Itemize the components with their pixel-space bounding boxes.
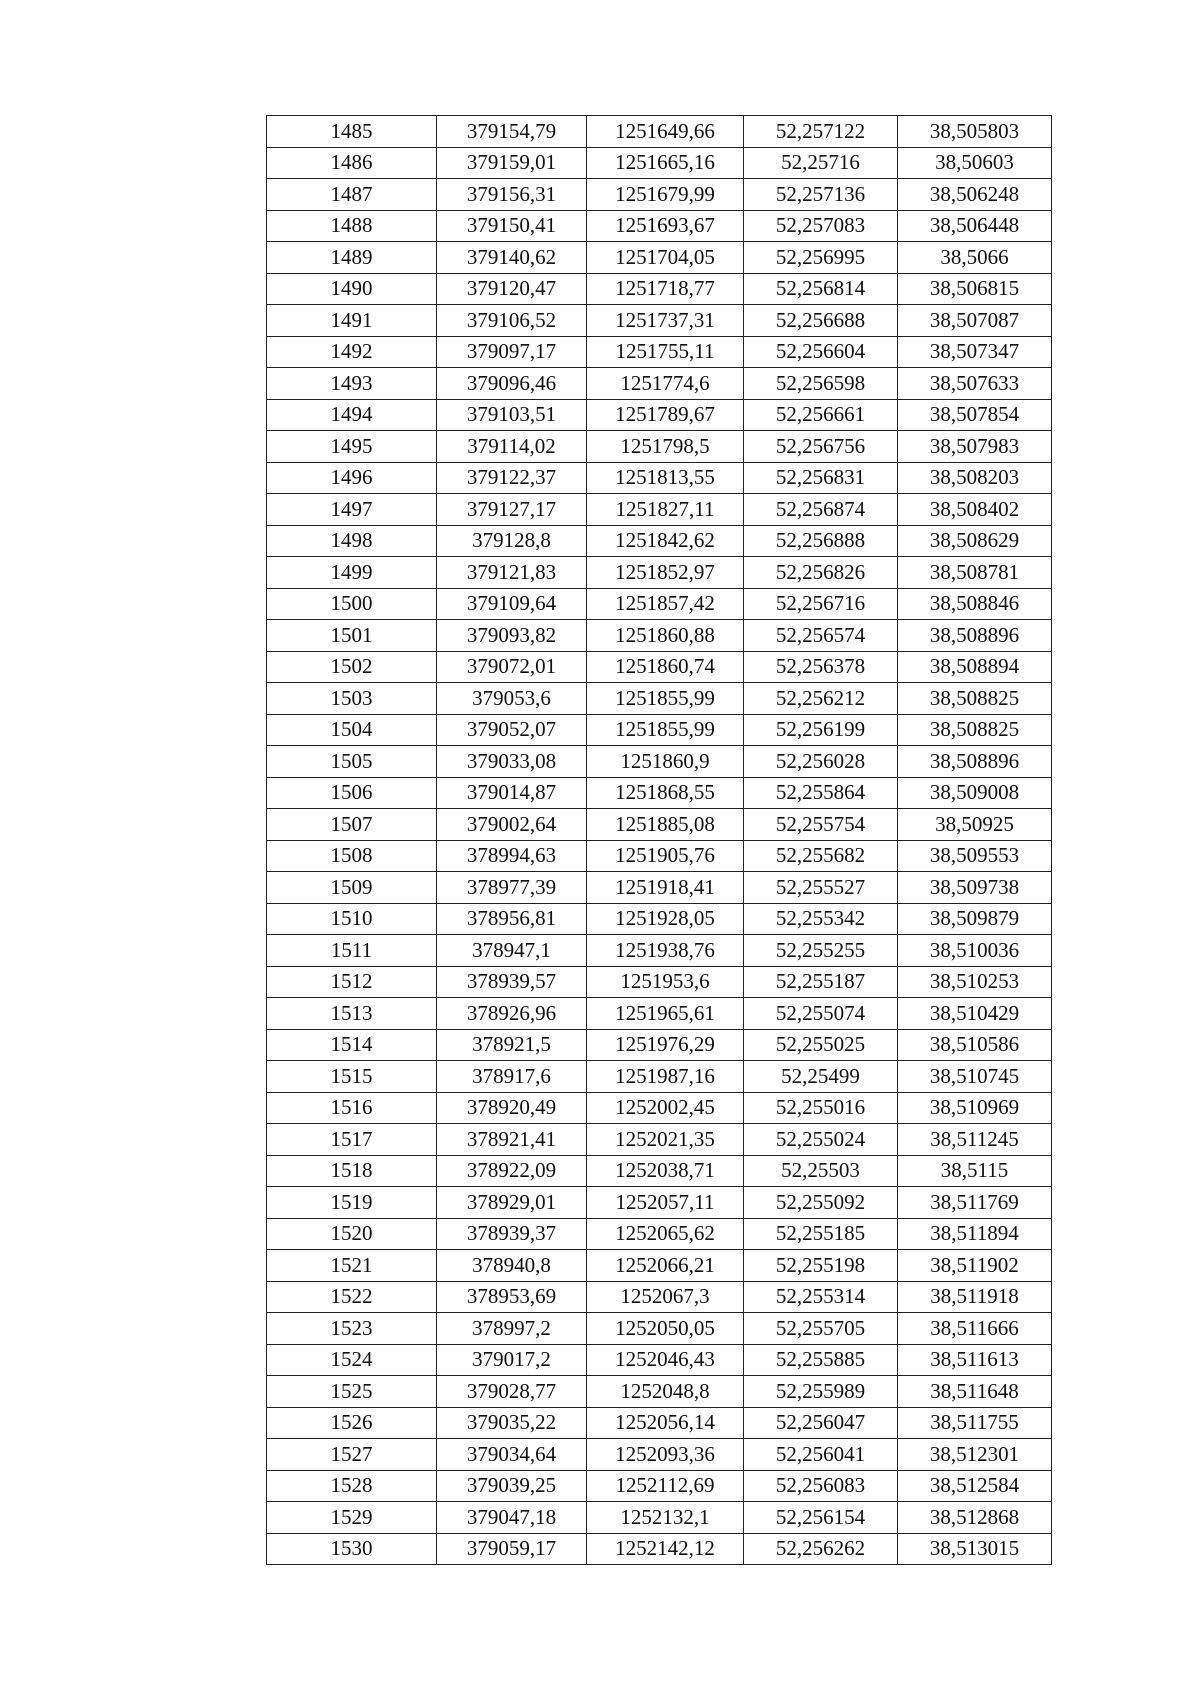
table-row	[267, 368, 1052, 400]
longitude-cell: 38,505803	[898, 116, 1052, 148]
latitude-cell: 52,255314	[744, 1281, 898, 1313]
table-row	[267, 179, 1052, 211]
table-row	[267, 1502, 1052, 1534]
longitude-cell: 38,510253	[898, 966, 1052, 998]
latitude-cell: 52,255527	[744, 872, 898, 904]
table-row	[267, 557, 1052, 589]
table-row	[267, 777, 1052, 809]
y-coordinate-cell: 1251855,99	[587, 714, 744, 746]
latitude-cell: 52,255016	[744, 1092, 898, 1124]
latitude-cell: 52,256888	[744, 525, 898, 557]
x-coordinate-cell: 378921,5	[437, 1029, 587, 1061]
latitude-cell: 52,255682	[744, 840, 898, 872]
x-coordinate-cell: 379002,64	[437, 809, 587, 841]
x-coordinate-cell: 378997,2	[437, 1313, 587, 1345]
latitude-cell: 52,256716	[744, 588, 898, 620]
longitude-cell: 38,510429	[898, 998, 1052, 1030]
point-number-cell: 1488	[267, 210, 437, 242]
table-row	[267, 210, 1052, 242]
longitude-cell: 38,510036	[898, 935, 1052, 967]
table-row	[267, 714, 1052, 746]
x-coordinate-cell: 378929,01	[437, 1187, 587, 1219]
table-row	[267, 1376, 1052, 1408]
latitude-cell: 52,255092	[744, 1187, 898, 1219]
point-number-cell: 1507	[267, 809, 437, 841]
point-number-cell: 1521	[267, 1250, 437, 1282]
point-number-cell: 1499	[267, 557, 437, 589]
point-number-cell: 1530	[267, 1533, 437, 1565]
longitude-cell: 38,511613	[898, 1344, 1052, 1376]
longitude-cell: 38,508825	[898, 683, 1052, 715]
longitude-cell: 38,509553	[898, 840, 1052, 872]
y-coordinate-cell: 1251918,41	[587, 872, 744, 904]
point-number-cell: 1495	[267, 431, 437, 463]
longitude-cell: 38,511755	[898, 1407, 1052, 1439]
point-number-cell: 1509	[267, 872, 437, 904]
point-number-cell: 1513	[267, 998, 437, 1030]
longitude-cell: 38,507983	[898, 431, 1052, 463]
y-coordinate-cell: 1251938,76	[587, 935, 744, 967]
longitude-cell: 38,509879	[898, 903, 1052, 935]
point-number-cell: 1503	[267, 683, 437, 715]
y-coordinate-cell: 1251693,67	[587, 210, 744, 242]
longitude-cell: 38,513015	[898, 1533, 1052, 1565]
longitude-cell: 38,5066	[898, 242, 1052, 274]
latitude-cell: 52,256262	[744, 1533, 898, 1565]
x-coordinate-cell: 379122,37	[437, 462, 587, 494]
x-coordinate-cell: 378940,8	[437, 1250, 587, 1282]
table-row	[267, 683, 1052, 715]
y-coordinate-cell: 1252056,14	[587, 1407, 744, 1439]
table-row	[267, 494, 1052, 526]
point-number-cell: 1510	[267, 903, 437, 935]
latitude-cell: 52,256604	[744, 336, 898, 368]
y-coordinate-cell: 1251860,74	[587, 651, 744, 683]
longitude-cell: 38,50603	[898, 147, 1052, 179]
table-row	[267, 1218, 1052, 1250]
x-coordinate-cell: 378922,09	[437, 1155, 587, 1187]
longitude-cell: 38,511918	[898, 1281, 1052, 1313]
point-number-cell: 1525	[267, 1376, 437, 1408]
table-row	[267, 746, 1052, 778]
y-coordinate-cell: 1251905,76	[587, 840, 744, 872]
y-coordinate-cell: 1251953,6	[587, 966, 744, 998]
table-row	[267, 1344, 1052, 1376]
table-row	[267, 620, 1052, 652]
latitude-cell: 52,255198	[744, 1250, 898, 1282]
point-number-cell: 1515	[267, 1061, 437, 1093]
x-coordinate-cell: 379033,08	[437, 746, 587, 778]
table-row	[267, 1313, 1052, 1345]
longitude-cell: 38,510586	[898, 1029, 1052, 1061]
longitude-cell: 38,508896	[898, 746, 1052, 778]
x-coordinate-cell: 379052,07	[437, 714, 587, 746]
x-coordinate-cell: 379156,31	[437, 179, 587, 211]
latitude-cell: 52,25503	[744, 1155, 898, 1187]
point-number-cell: 1498	[267, 525, 437, 557]
y-coordinate-cell: 1252038,71	[587, 1155, 744, 1187]
point-number-cell: 1502	[267, 651, 437, 683]
table-row	[267, 116, 1052, 148]
y-coordinate-cell: 1251798,5	[587, 431, 744, 463]
table-row	[267, 147, 1052, 179]
table-row	[267, 1281, 1052, 1313]
x-coordinate-cell: 379121,83	[437, 557, 587, 589]
latitude-cell: 52,255864	[744, 777, 898, 809]
x-coordinate-cell: 379159,01	[437, 147, 587, 179]
y-coordinate-cell: 1252067,3	[587, 1281, 744, 1313]
x-coordinate-cell: 378920,49	[437, 1092, 587, 1124]
point-number-cell: 1511	[267, 935, 437, 967]
table-row	[267, 1029, 1052, 1061]
longitude-cell: 38,511245	[898, 1124, 1052, 1156]
point-number-cell: 1529	[267, 1502, 437, 1534]
latitude-cell: 52,256598	[744, 368, 898, 400]
latitude-cell: 52,255754	[744, 809, 898, 841]
y-coordinate-cell: 1252050,05	[587, 1313, 744, 1345]
table-row	[267, 462, 1052, 494]
table-row	[267, 651, 1052, 683]
point-number-cell: 1512	[267, 966, 437, 998]
x-coordinate-cell: 378917,6	[437, 1061, 587, 1093]
y-coordinate-cell: 1251755,11	[587, 336, 744, 368]
table-row	[267, 1155, 1052, 1187]
latitude-cell: 52,256995	[744, 242, 898, 274]
point-number-cell: 1496	[267, 462, 437, 494]
x-coordinate-cell: 379096,46	[437, 368, 587, 400]
latitude-cell: 52,255255	[744, 935, 898, 967]
longitude-cell: 38,511902	[898, 1250, 1052, 1282]
table-row	[267, 305, 1052, 337]
x-coordinate-cell: 379106,52	[437, 305, 587, 337]
longitude-cell: 38,508894	[898, 651, 1052, 683]
longitude-cell: 38,507633	[898, 368, 1052, 400]
point-number-cell: 1528	[267, 1470, 437, 1502]
y-coordinate-cell: 1251789,67	[587, 399, 744, 431]
longitude-cell: 38,507347	[898, 336, 1052, 368]
coordinates-table	[266, 115, 1052, 1565]
x-coordinate-cell: 379103,51	[437, 399, 587, 431]
y-coordinate-cell: 1251813,55	[587, 462, 744, 494]
x-coordinate-cell: 379109,64	[437, 588, 587, 620]
longitude-cell: 38,509738	[898, 872, 1052, 904]
longitude-cell: 38,509008	[898, 777, 1052, 809]
y-coordinate-cell: 1251885,08	[587, 809, 744, 841]
latitude-cell: 52,256831	[744, 462, 898, 494]
y-coordinate-cell: 1251852,97	[587, 557, 744, 589]
table-row	[267, 1250, 1052, 1282]
longitude-cell: 38,507854	[898, 399, 1052, 431]
longitude-cell: 38,512301	[898, 1439, 1052, 1471]
x-coordinate-cell: 378939,37	[437, 1218, 587, 1250]
y-coordinate-cell: 1251649,66	[587, 116, 744, 148]
x-coordinate-cell: 379047,18	[437, 1502, 587, 1534]
x-coordinate-cell: 379120,47	[437, 273, 587, 305]
longitude-cell: 38,506248	[898, 179, 1052, 211]
table-row	[267, 1470, 1052, 1502]
latitude-cell: 52,255074	[744, 998, 898, 1030]
x-coordinate-cell: 379028,77	[437, 1376, 587, 1408]
latitude-cell: 52,256199	[744, 714, 898, 746]
point-number-cell: 1520	[267, 1218, 437, 1250]
longitude-cell: 38,508402	[898, 494, 1052, 526]
longitude-cell: 38,508629	[898, 525, 1052, 557]
latitude-cell: 52,25716	[744, 147, 898, 179]
latitude-cell: 52,256047	[744, 1407, 898, 1439]
longitude-cell: 38,510745	[898, 1061, 1052, 1093]
point-number-cell: 1497	[267, 494, 437, 526]
x-coordinate-cell: 378947,1	[437, 935, 587, 967]
y-coordinate-cell: 1252002,45	[587, 1092, 744, 1124]
point-number-cell: 1508	[267, 840, 437, 872]
x-coordinate-cell: 379114,02	[437, 431, 587, 463]
x-coordinate-cell: 379053,6	[437, 683, 587, 715]
y-coordinate-cell: 1251827,11	[587, 494, 744, 526]
x-coordinate-cell: 379093,82	[437, 620, 587, 652]
table-row	[267, 588, 1052, 620]
table-row	[267, 242, 1052, 274]
table-row	[267, 809, 1052, 841]
longitude-cell: 38,512584	[898, 1470, 1052, 1502]
longitude-cell: 38,511894	[898, 1218, 1052, 1250]
longitude-cell: 38,50925	[898, 809, 1052, 841]
table-row	[267, 1533, 1052, 1565]
x-coordinate-cell: 379059,17	[437, 1533, 587, 1565]
y-coordinate-cell: 1251665,16	[587, 147, 744, 179]
x-coordinate-cell: 378956,81	[437, 903, 587, 935]
table-row	[267, 935, 1052, 967]
coordinates-table-body	[267, 116, 1052, 1565]
latitude-cell: 52,255185	[744, 1218, 898, 1250]
longitude-cell: 38,508896	[898, 620, 1052, 652]
x-coordinate-cell: 379140,62	[437, 242, 587, 274]
longitude-cell: 38,508825	[898, 714, 1052, 746]
point-number-cell: 1493	[267, 368, 437, 400]
latitude-cell: 52,255025	[744, 1029, 898, 1061]
latitude-cell: 52,256083	[744, 1470, 898, 1502]
x-coordinate-cell: 379034,64	[437, 1439, 587, 1471]
point-number-cell: 1487	[267, 179, 437, 211]
y-coordinate-cell: 1252057,11	[587, 1187, 744, 1219]
table-row	[267, 840, 1052, 872]
point-number-cell: 1489	[267, 242, 437, 274]
latitude-cell: 52,256661	[744, 399, 898, 431]
y-coordinate-cell: 1252048,8	[587, 1376, 744, 1408]
latitude-cell: 52,256212	[744, 683, 898, 715]
x-coordinate-cell: 379014,87	[437, 777, 587, 809]
x-coordinate-cell: 379017,2	[437, 1344, 587, 1376]
y-coordinate-cell: 1252142,12	[587, 1533, 744, 1565]
x-coordinate-cell: 379097,17	[437, 336, 587, 368]
table-row	[267, 525, 1052, 557]
latitude-cell: 52,255705	[744, 1313, 898, 1345]
table-row	[267, 336, 1052, 368]
table-row	[267, 1061, 1052, 1093]
y-coordinate-cell: 1252112,69	[587, 1470, 744, 1502]
latitude-cell: 52,255885	[744, 1344, 898, 1376]
point-number-cell: 1518	[267, 1155, 437, 1187]
latitude-cell: 52,255989	[744, 1376, 898, 1408]
table-row	[267, 903, 1052, 935]
x-coordinate-cell: 378953,69	[437, 1281, 587, 1313]
latitude-cell: 52,256574	[744, 620, 898, 652]
longitude-cell: 38,508846	[898, 588, 1052, 620]
y-coordinate-cell: 1252132,1	[587, 1502, 744, 1534]
longitude-cell: 38,506815	[898, 273, 1052, 305]
point-number-cell: 1522	[267, 1281, 437, 1313]
point-number-cell: 1504	[267, 714, 437, 746]
y-coordinate-cell: 1252065,62	[587, 1218, 744, 1250]
y-coordinate-cell: 1251868,55	[587, 777, 744, 809]
x-coordinate-cell: 379154,79	[437, 116, 587, 148]
point-number-cell: 1505	[267, 746, 437, 778]
longitude-cell: 38,511769	[898, 1187, 1052, 1219]
latitude-cell: 52,25499	[744, 1061, 898, 1093]
table-row	[267, 431, 1052, 463]
x-coordinate-cell: 378921,41	[437, 1124, 587, 1156]
point-number-cell: 1494	[267, 399, 437, 431]
latitude-cell: 52,256826	[744, 557, 898, 589]
latitude-cell: 52,257083	[744, 210, 898, 242]
latitude-cell: 52,256688	[744, 305, 898, 337]
y-coordinate-cell: 1251679,99	[587, 179, 744, 211]
latitude-cell: 52,257136	[744, 179, 898, 211]
y-coordinate-cell: 1251704,05	[587, 242, 744, 274]
point-number-cell: 1514	[267, 1029, 437, 1061]
y-coordinate-cell: 1251774,6	[587, 368, 744, 400]
point-number-cell: 1485	[267, 116, 437, 148]
x-coordinate-cell: 378926,96	[437, 998, 587, 1030]
latitude-cell: 52,255342	[744, 903, 898, 935]
table-row	[267, 1439, 1052, 1471]
point-number-cell: 1519	[267, 1187, 437, 1219]
point-number-cell: 1524	[267, 1344, 437, 1376]
y-coordinate-cell: 1251976,29	[587, 1029, 744, 1061]
longitude-cell: 38,511666	[898, 1313, 1052, 1345]
y-coordinate-cell: 1251928,05	[587, 903, 744, 935]
table-row	[267, 1187, 1052, 1219]
y-coordinate-cell: 1251860,9	[587, 746, 744, 778]
latitude-cell: 52,257122	[744, 116, 898, 148]
table-row	[267, 998, 1052, 1030]
point-number-cell: 1486	[267, 147, 437, 179]
point-number-cell: 1491	[267, 305, 437, 337]
table-row	[267, 1407, 1052, 1439]
latitude-cell: 52,256154	[744, 1502, 898, 1534]
y-coordinate-cell: 1251965,61	[587, 998, 744, 1030]
table-row	[267, 966, 1052, 998]
latitude-cell: 52,256756	[744, 431, 898, 463]
x-coordinate-cell: 378994,63	[437, 840, 587, 872]
table-row	[267, 1092, 1052, 1124]
latitude-cell: 52,256378	[744, 651, 898, 683]
y-coordinate-cell: 1251842,62	[587, 525, 744, 557]
latitude-cell: 52,255024	[744, 1124, 898, 1156]
x-coordinate-cell: 379072,01	[437, 651, 587, 683]
point-number-cell: 1516	[267, 1092, 437, 1124]
x-coordinate-cell: 379150,41	[437, 210, 587, 242]
y-coordinate-cell: 1252046,43	[587, 1344, 744, 1376]
table-row	[267, 399, 1052, 431]
y-coordinate-cell: 1251718,77	[587, 273, 744, 305]
point-number-cell: 1500	[267, 588, 437, 620]
y-coordinate-cell: 1252093,36	[587, 1439, 744, 1471]
table-row	[267, 1124, 1052, 1156]
x-coordinate-cell: 379035,22	[437, 1407, 587, 1439]
latitude-cell: 52,256028	[744, 746, 898, 778]
longitude-cell: 38,510969	[898, 1092, 1052, 1124]
longitude-cell: 38,508781	[898, 557, 1052, 589]
point-number-cell: 1526	[267, 1407, 437, 1439]
point-number-cell: 1490	[267, 273, 437, 305]
latitude-cell: 52,256814	[744, 273, 898, 305]
x-coordinate-cell: 379127,17	[437, 494, 587, 526]
table-row	[267, 273, 1052, 305]
longitude-cell: 38,511648	[898, 1376, 1052, 1408]
latitude-cell: 52,256041	[744, 1439, 898, 1471]
longitude-cell: 38,506448	[898, 210, 1052, 242]
y-coordinate-cell: 1251737,31	[587, 305, 744, 337]
latitude-cell: 52,256874	[744, 494, 898, 526]
y-coordinate-cell: 1251857,42	[587, 588, 744, 620]
y-coordinate-cell: 1251987,16	[587, 1061, 744, 1093]
x-coordinate-cell: 378939,57	[437, 966, 587, 998]
point-number-cell: 1506	[267, 777, 437, 809]
x-coordinate-cell: 378977,39	[437, 872, 587, 904]
y-coordinate-cell: 1252066,21	[587, 1250, 744, 1282]
longitude-cell: 38,508203	[898, 462, 1052, 494]
x-coordinate-cell: 379039,25	[437, 1470, 587, 1502]
y-coordinate-cell: 1251855,99	[587, 683, 744, 715]
longitude-cell: 38,512868	[898, 1502, 1052, 1534]
y-coordinate-cell: 1252021,35	[587, 1124, 744, 1156]
table-row	[267, 872, 1052, 904]
y-coordinate-cell: 1251860,88	[587, 620, 744, 652]
point-number-cell: 1501	[267, 620, 437, 652]
point-number-cell: 1517	[267, 1124, 437, 1156]
point-number-cell: 1523	[267, 1313, 437, 1345]
x-coordinate-cell: 379128,8	[437, 525, 587, 557]
point-number-cell: 1492	[267, 336, 437, 368]
longitude-cell: 38,507087	[898, 305, 1052, 337]
point-number-cell: 1527	[267, 1439, 437, 1471]
longitude-cell: 38,5115	[898, 1155, 1052, 1187]
latitude-cell: 52,255187	[744, 966, 898, 998]
